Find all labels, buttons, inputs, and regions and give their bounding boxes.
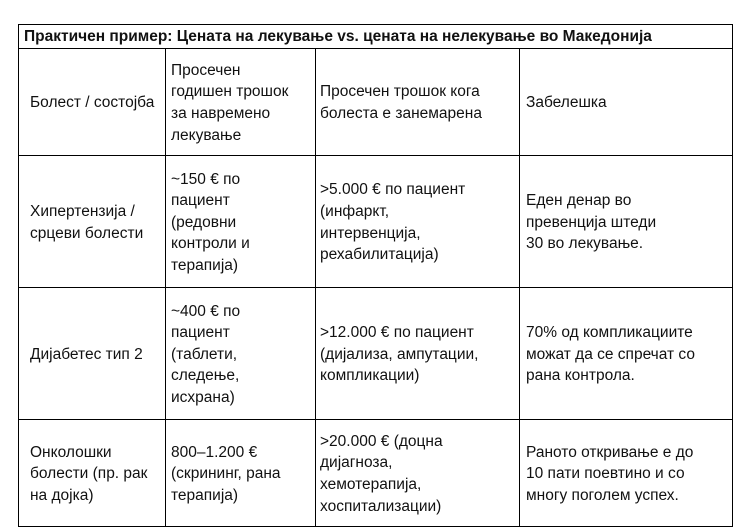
- table-header-row: [19, 49, 733, 156]
- table-cell: Онколошки болести (пр. рак на дојка): [19, 420, 166, 527]
- table-caption-row: [19, 25, 733, 49]
- header-cell-note: Забелешка: [520, 49, 733, 156]
- table-cell: 70% од компликациите можат да се спречат со рана контрола.: [520, 288, 733, 420]
- table-cell: Еден денар во превенција штеди 30 во лекување.: [520, 156, 733, 288]
- table-cell: Хипертензија / срцеви болести: [19, 156, 166, 288]
- table-cell: Раното откривање е до 10 пати поевтино и со многу поголем успех.: [520, 420, 733, 527]
- table-cell: >5.000 € по пациент (инфаркт, интервенција, рехабилитација): [316, 156, 520, 288]
- table-row: [19, 420, 733, 527]
- table-cell: 800–1.200 € (скрининг, рана терапија): [166, 420, 316, 527]
- table-cell: ~150 € по пациент (редовни контроли и терапија): [166, 156, 316, 288]
- comparison-table-container: [18, 24, 732, 527]
- header-cell-neglected-cost: Просечен трошок кога болеста е занемарена: [316, 49, 520, 156]
- table-title: Практичен пример: Цената на лекување vs. цената на нелекување во Македонија: [19, 25, 733, 49]
- table-cell: >20.000 € (доцна дијагноза, хемотерапија, хоспитализации): [316, 420, 520, 527]
- header-cell-condition: Болест / состојба: [19, 49, 166, 156]
- header-cell-timely-cost: Просечен годишен трошок за навремено лекување: [166, 49, 316, 156]
- table-row: [19, 156, 733, 288]
- table-cell: >12.000 € по пациент (дијализа, ампутации, компликации): [316, 288, 520, 420]
- cost-comparison-table: [18, 24, 733, 527]
- table-cell: Дијабетес тип 2: [19, 288, 166, 420]
- table-cell: ~400 € по пациент (таблети, следење, исхрана): [166, 288, 316, 420]
- table-row: [19, 288, 733, 420]
